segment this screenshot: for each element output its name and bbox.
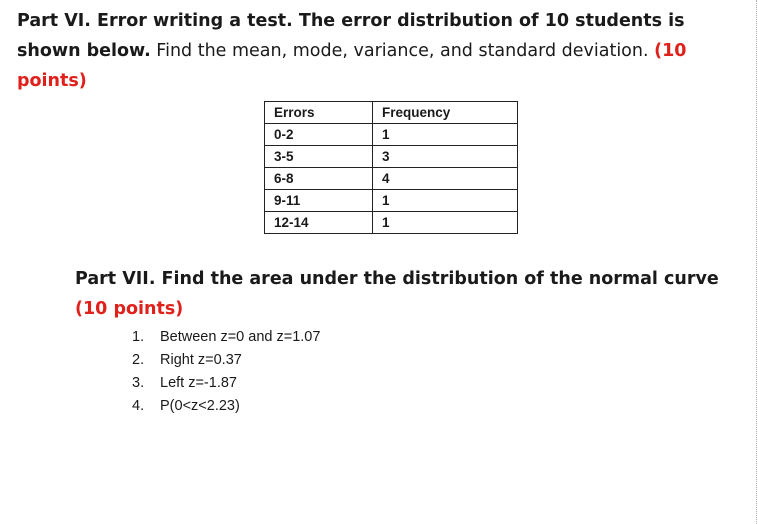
table-row xyxy=(265,212,518,234)
table-row xyxy=(265,124,518,146)
item-number: 3. xyxy=(132,375,145,391)
list-item xyxy=(132,372,320,395)
part-seven-points: (10 points) xyxy=(75,299,184,319)
part-seven-heading: Part VII. Find the area under the distribution of the normal curve xyxy=(75,269,719,289)
part-six-paragraph xyxy=(17,6,737,96)
item-text: Between z=0 and z=1.07 xyxy=(160,329,321,345)
part-seven-paragraph xyxy=(75,264,735,324)
frequency-cell: 1 xyxy=(373,212,518,234)
table-row xyxy=(265,190,518,212)
table-row xyxy=(265,146,518,168)
list-item xyxy=(132,395,320,418)
errors-cell: 3-5 xyxy=(265,146,373,168)
header-frequency: Frequency xyxy=(373,102,518,124)
error-frequency-table xyxy=(264,101,518,234)
item-number: 2. xyxy=(132,352,145,368)
errors-cell: 6-8 xyxy=(265,168,373,190)
item-number: 4. xyxy=(132,398,145,414)
part-six-points: (10 points) xyxy=(17,41,687,91)
errors-cell: 12-14 xyxy=(265,212,373,234)
table-header-row xyxy=(265,102,518,124)
page-edge-divider xyxy=(756,0,757,524)
frequency-cell: 3 xyxy=(373,146,518,168)
list-item xyxy=(132,326,320,349)
table-row xyxy=(265,168,518,190)
frequency-cell: 1 xyxy=(373,124,518,146)
errors-cell: 9-11 xyxy=(265,190,373,212)
part-six-heading: Part VI. Error writing a test. The error distribution of 10 students is shown below. xyxy=(17,11,685,61)
list-item xyxy=(132,349,320,372)
item-number: 1. xyxy=(132,329,145,345)
item-text: Left z=-1.87 xyxy=(160,375,237,391)
errors-cell: 0-2 xyxy=(265,124,373,146)
item-text: Right z=0.37 xyxy=(160,352,242,368)
normal-curve-question-list xyxy=(132,326,320,418)
item-text: P(0<z<2.23) xyxy=(160,398,240,414)
frequency-cell: 4 xyxy=(373,168,518,190)
frequency-cell: 1 xyxy=(373,190,518,212)
header-errors: Errors xyxy=(265,102,373,124)
part-six-instructions: Find the mean, mode, variance, and standard deviation. xyxy=(150,41,655,61)
